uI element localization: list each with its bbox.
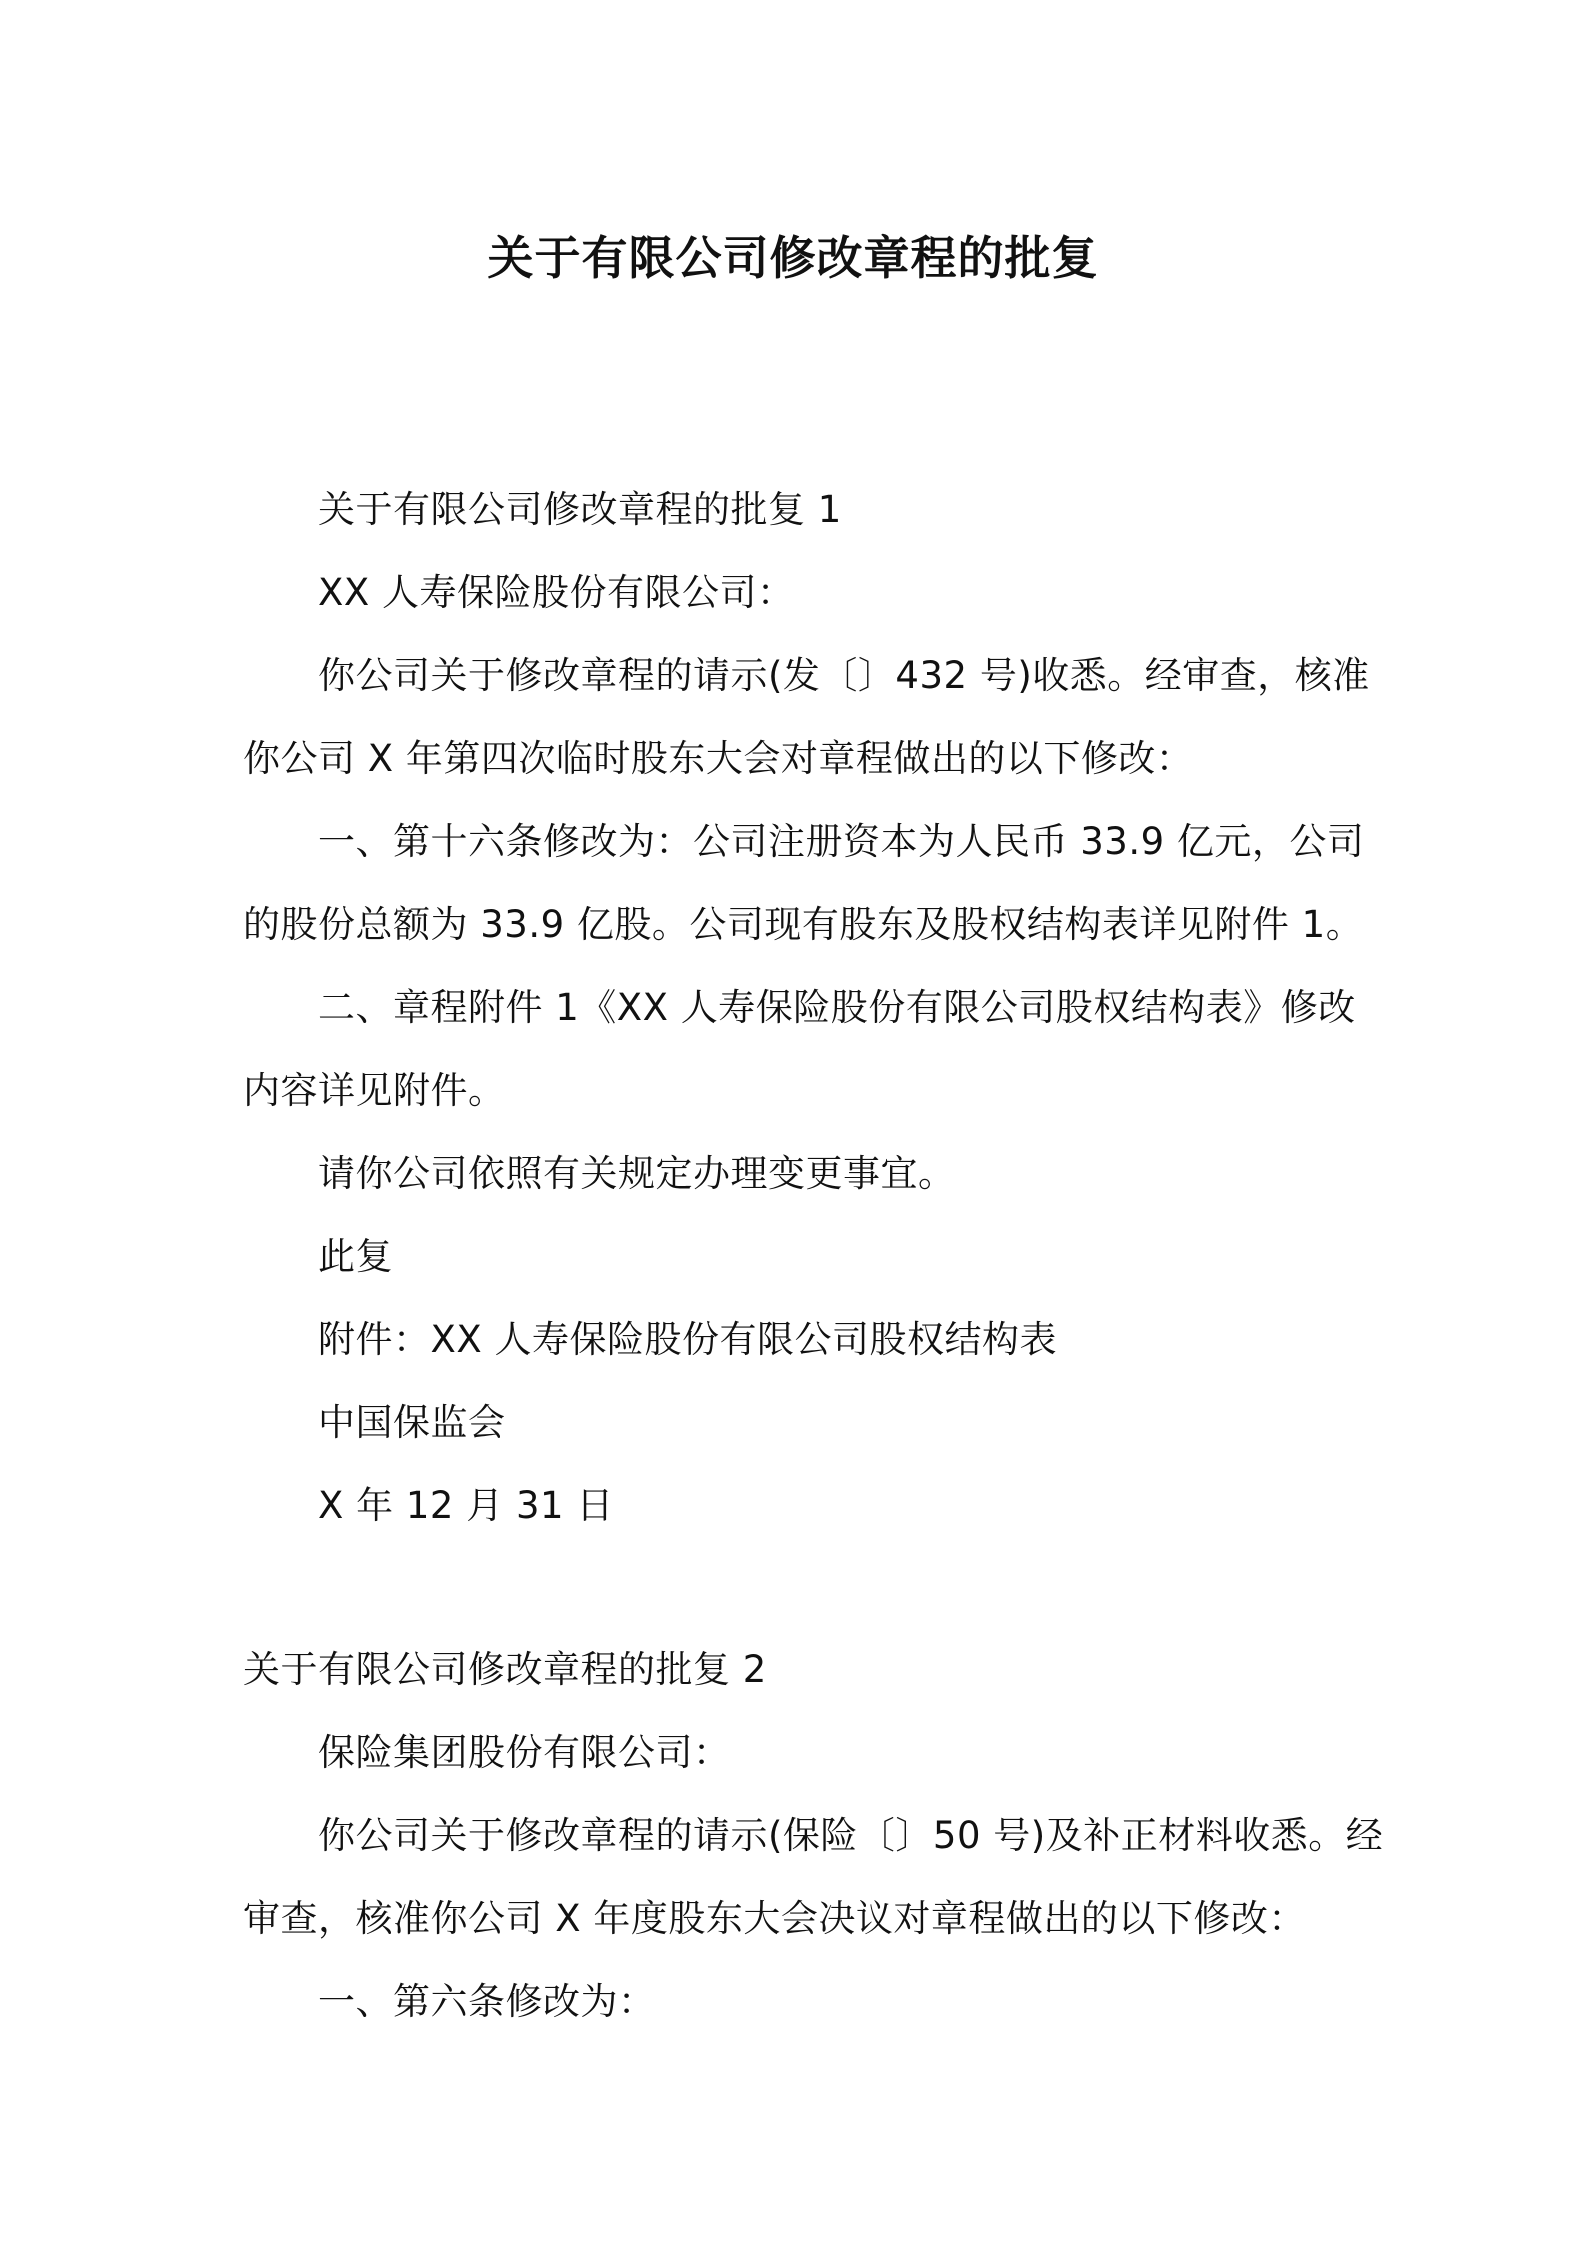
section1-heading: 关于有限公司修改章程的批复 1 [318,488,842,531]
document-title: 关于有限公司修改章程的批复 [487,231,1099,285]
section1-item2-line2: 内容详见附件。 [243,1069,506,1112]
section1-item1-line1: 一、第十六条修改为：公司注册资本为人民币 33.9 亿元，公司 [318,820,1365,863]
section1-item2-line1: 二、章程附件 1《XX 人寿保险股份有限公司股权结构表》修改 [318,986,1356,1029]
section1-para1-line2: 你公司 X 年第四次临时股东大会对章程做出的以下修改： [243,737,1194,780]
section1-para1-line1: 你公司关于修改章程的请示(发〔〕432 号)收悉。经审查，核准 [318,654,1370,697]
section1-instruction: 请你公司依照有关规定办理变更事宜。 [318,1152,956,1195]
section1-attachment: 附件：XX 人寿保险股份有限公司股权结构表 [318,1318,1057,1361]
section2-para1-line2: 审查，核准你公司 X 年度股东大会决议对章程做出的以下修改： [243,1897,1306,1940]
section1-date: X 年 12 月 31 日 [318,1484,614,1527]
section2-item1-line1: 一、第六条修改为： [318,1980,656,2023]
section1-addressee: XX 人寿保险股份有限公司： [318,571,795,614]
section1-item1-line2: 的股份总额为 33.9 亿股。公司现有股东及股权结构表详见附件 1。 [243,903,1364,946]
section2-addressee: 保险集团股份有限公司： [318,1731,731,1774]
section1-issuer: 中国保监会 [318,1401,506,1444]
section2-heading: 关于有限公司修改章程的批复 2 [243,1648,767,1691]
section1-closing: 此复 [318,1235,393,1278]
section2-para1-line1: 你公司关于修改章程的请示(保险〔〕50 号)及补正材料收悉。经 [318,1814,1384,1857]
